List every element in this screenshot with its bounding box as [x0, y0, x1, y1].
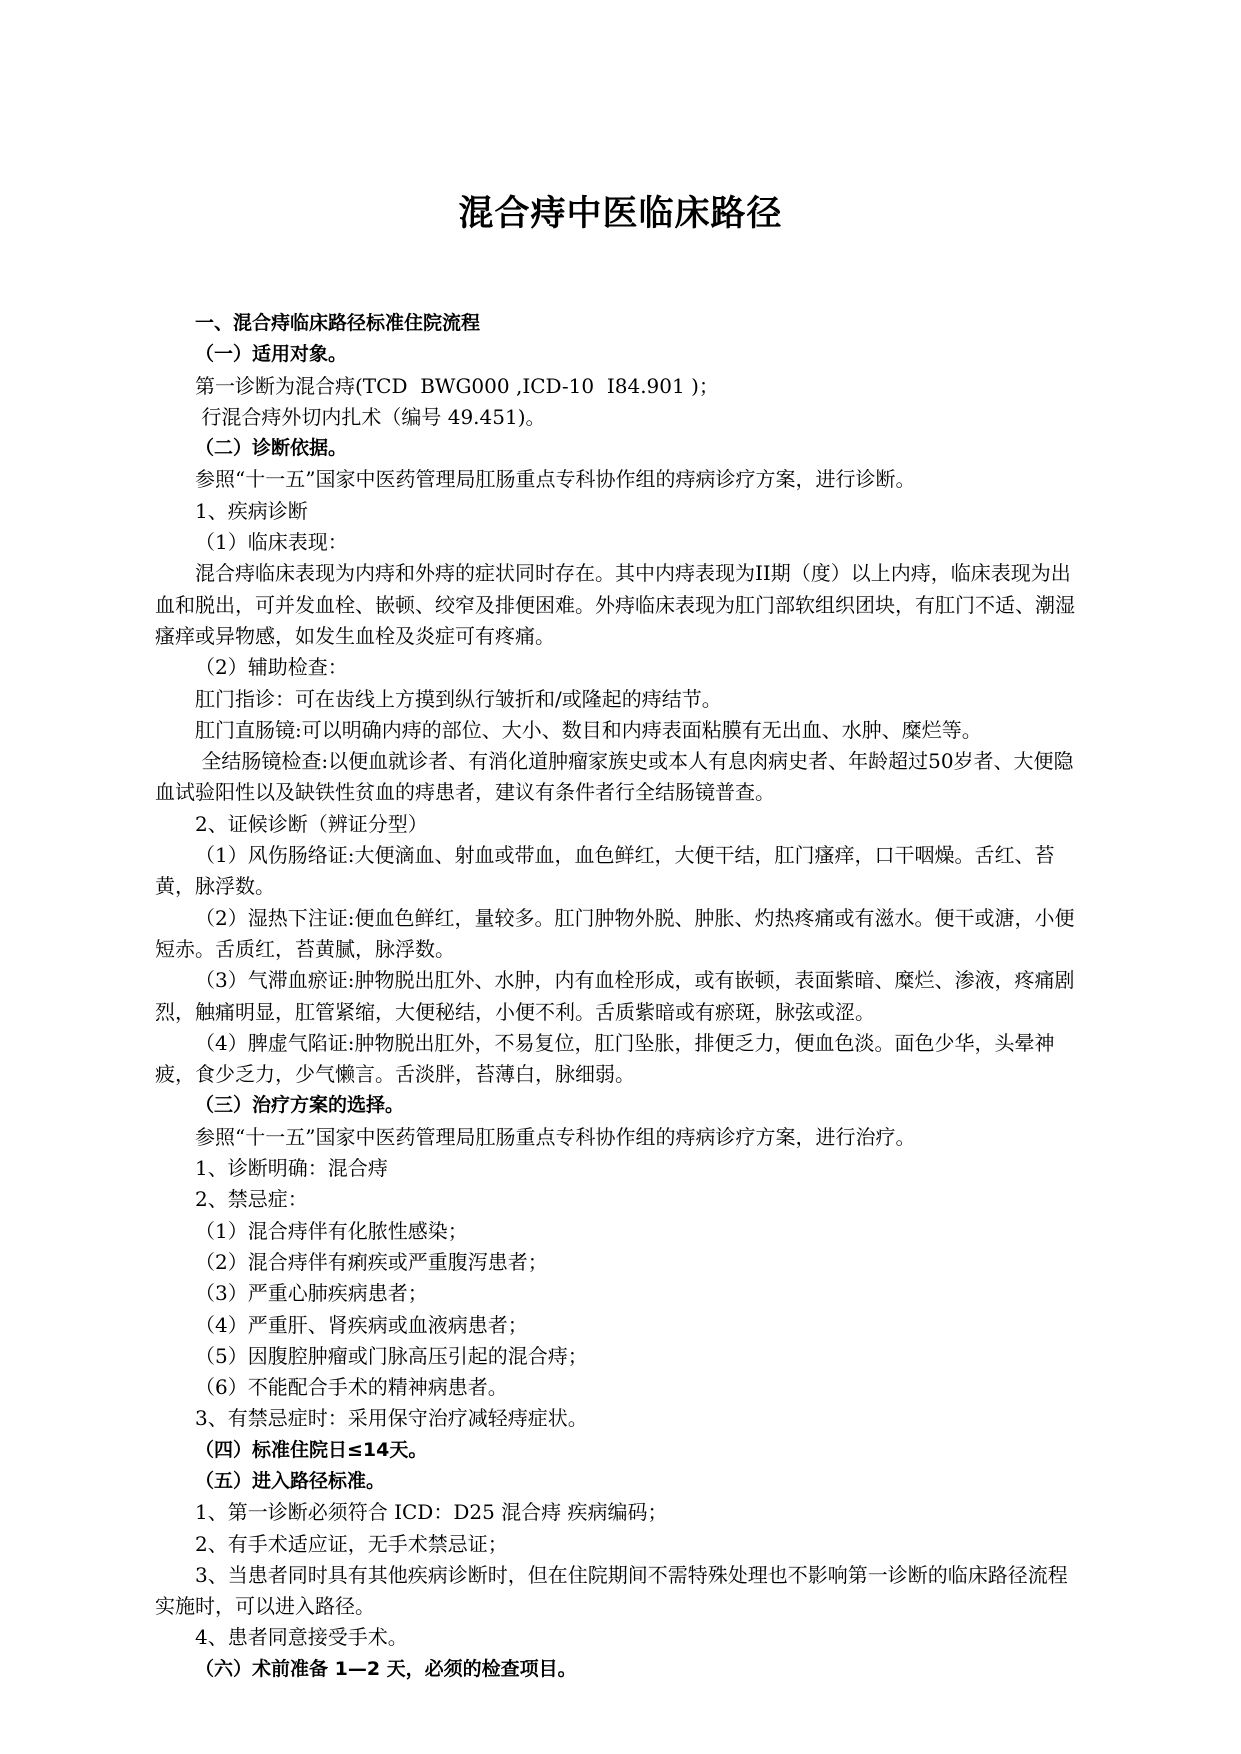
paragraph: 混合痔临床表现为内痔和外痔的症状同时存在。其中内痔表现为II期（度）以上内痔，临床表现为出血和脱出，可并发血栓、嵌顿、绞窄及排便困难。外痔临床表现为肛门部软组织团块，有肛门不适、潮湿瘙痒或异物感，如发生血栓及炎症可有疼痛。 — [155, 561, 1075, 648]
text-line: 1、疾病诊断 — [195, 498, 308, 523]
text-line: （2）混合痔伴有痢疾或严重腹泻患者； — [195, 1249, 548, 1274]
text-line: 1、第一诊断必须符合 ICD：D25 混合痔 疾病编码； — [195, 1500, 668, 1525]
text-line: 2、有手术适应证，无手术禁忌证； — [195, 1531, 508, 1556]
text-line: 参照“十一五”国家中医药管理局肛肠重点专科协作组的痔病诊疗方案，进行诊断。 — [195, 467, 916, 492]
text-line: 2、禁忌症： — [195, 1187, 308, 1212]
paragraph: （2）湿热下注证:便血色鲜红，量较多。肛门肿物外脱、肿胀、灼热疼痛或有滋水。便干或溏，小便短赤。舌质红，苔黄腻，脉浮数。 — [155, 905, 1075, 961]
subsection-heading: （二）诊断依据。 — [195, 437, 348, 460]
text-line: （1）混合痔伴有化脓性感染； — [195, 1218, 468, 1243]
text-line: （6）不能配合手术的精神病患者。 — [195, 1375, 508, 1400]
text-line: 肛门直肠镜:可以明确内痔的部位、大小、数目和内痔表面粘膜有无出血、水肿、糜烂等。 — [195, 717, 982, 742]
subsection-heading: （五）进入路径标准。 — [195, 1469, 386, 1492]
paragraph: 3、当患者同时具有其他疾病诊断时，但在住院期间不需特殊处理也不影响第一诊断的临床路径流程实施时，可以进入路径。 — [155, 1562, 1068, 1619]
document-title: 混合痔中医临床路径 — [458, 194, 783, 234]
section-heading: 一、混合痔临床路径标准住院流程 — [195, 312, 481, 334]
text-line: 3、有禁忌症时：采用保守治疗减轻痔症状。 — [195, 1406, 588, 1431]
subsection-heading: （四）标准住院日≤14天。 — [195, 1438, 428, 1461]
text-line: 4、患者同意接受手术。 — [195, 1625, 408, 1650]
text-line: （2）辅助检查： — [195, 655, 348, 680]
text-line: 2、证候诊断（辨证分型） — [195, 811, 428, 836]
text-line: 第一诊断为混合痔(TCD BWG000 ,ICD-10 I84.901 )； — [195, 373, 719, 398]
paragraph: （1）风伤肠络证:大便滴血、射血或带血，血色鲜红，大便干结，肛门瘙痒，口干咽燥。舌红、苔黄，脉浮数。 — [155, 843, 1055, 899]
text-line: 1、诊断明确：混合痔 — [195, 1156, 388, 1181]
paragraph: （3）气滞血瘀证:肿物脱出肛外、水肿，内有血栓形成，或有嵌顿，表面紫暗、糜烂、渗液，疼痛剧烈，触痛明显，肛管紧缩，大便秘结，小便不利。舌质紫暗或有瘀斑，脉弦或涩。 — [155, 968, 1075, 1024]
paragraph: 全结肠镜检查:以便血就诊者、有消化道肿瘤家族史或本人有息肉病史者、年龄超过50岁者、大便隐血试验阳性以及缺铁性贫血的痔患者，建议有条件者行全结肠镜普查。 — [155, 749, 1074, 805]
subsection-heading: （三）治疗方案的选择。 — [195, 1094, 405, 1117]
paragraph: （4）脾虚气陷证:肿物脱出肛外，不易复位，肛门坠胀，排便乏力，便血色淡。面色少华，头晕神疲，食少乏力，少气懒言。舌淡胖，苔薄白，脉细弱。 — [155, 1030, 1055, 1087]
text-line: （1）临床表现： — [195, 530, 348, 555]
subsection-heading: （一）适用对象。 — [195, 343, 348, 366]
text-line: （5）因腹腔肿瘤或门脉高压引起的混合痔； — [195, 1343, 588, 1368]
text-line: （3）严重心肺疾病患者； — [195, 1281, 428, 1306]
text-line: （4）严重肝、肾疾病或血液病患者； — [195, 1312, 528, 1337]
text-line: 肛门指诊：可在齿线上方摸到纵行皱折和/或隆起的痔结节。 — [195, 686, 722, 711]
text-line: 参照“十一五”国家中医药管理局肛肠重点专科协作组的痔病诊疗方案，进行治疗。 — [195, 1124, 916, 1149]
subsection-heading: （六）术前准备 1—2 天，必须的检查项目。 — [195, 1657, 577, 1680]
text-line: 行混合痔外切内扎术（编号 49.451)。 — [195, 404, 546, 429]
